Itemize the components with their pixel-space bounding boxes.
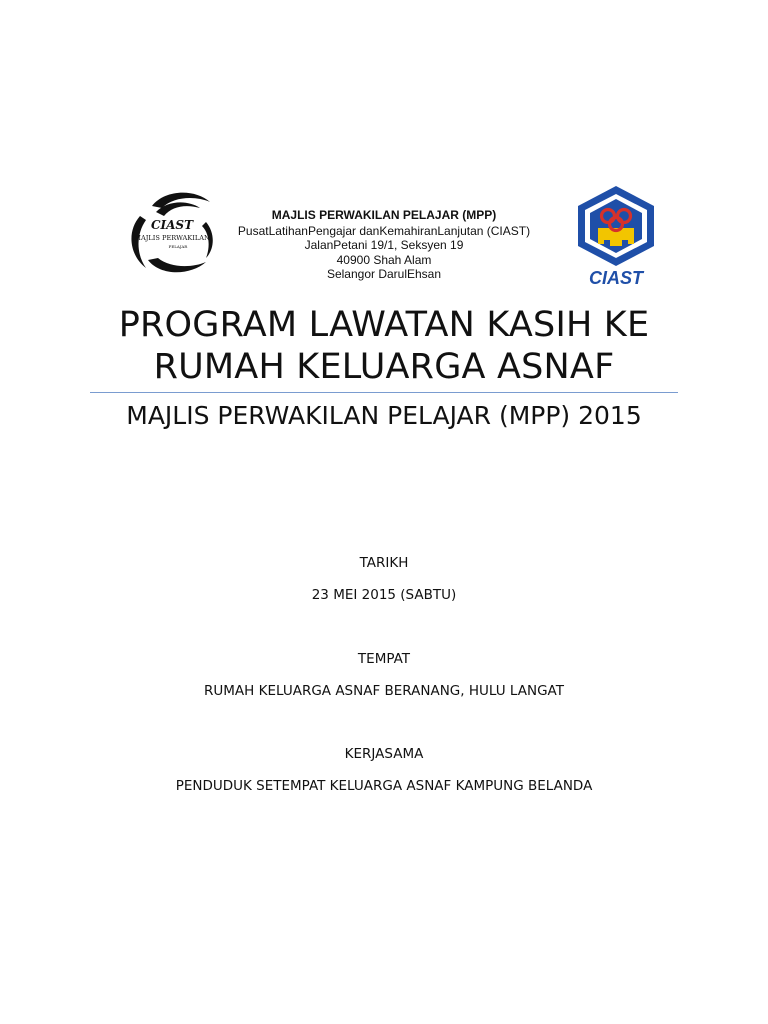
date-value: 23 MEI 2015 (SABTU) (311, 587, 457, 603)
partner-value: PENDUDUK SETEMPAT KELUARGA ASNAF KAMPUNG BELANDA (175, 778, 593, 794)
place-label: TEMPAT (357, 651, 411, 667)
partner-label: KERJASAMA (344, 746, 424, 762)
mpp-ciast-logo-icon (122, 186, 218, 278)
date-label: TARIKH (359, 555, 409, 571)
document-subtitle: MAJLIS PERWAKILAN PELAJAR (MPP) 2015 (126, 401, 642, 430)
ciast-emblem-text: CIAST (589, 268, 643, 288)
ciast-emblem-icon (570, 184, 662, 288)
logo-left-pelajar-text: PELAJAR (168, 244, 188, 249)
place-value: RUMAH KELUARGA ASNAF BERANANG, HULU LANGAT (204, 683, 564, 699)
address-line: Selangor DarulEhsan (326, 267, 442, 281)
org-name: MAJLIS PERWAKILAN PELAJAR (MPP) (271, 208, 497, 222)
address-line: PusatLatihanPengajar danKemahiranLanjutan (CIAST) (237, 223, 531, 238)
logo-left-mpp-text: MAJLIS PERWAKILAN (134, 234, 210, 242)
title-divider (90, 392, 678, 393)
document-title (60, 304, 708, 388)
logo-left-ciast-text: CIAST (150, 218, 194, 232)
address-line: JalanPetani 19/1, Seksyen 19 (304, 238, 464, 252)
title-line-1: PROGRAM LAWATAN KASIH KE (118, 305, 650, 345)
address-line: 40900 Shah Alam (336, 252, 432, 267)
title-line-2: RUMAH KELUARGA ASNAF (153, 347, 615, 387)
header-address-block (220, 208, 548, 282)
